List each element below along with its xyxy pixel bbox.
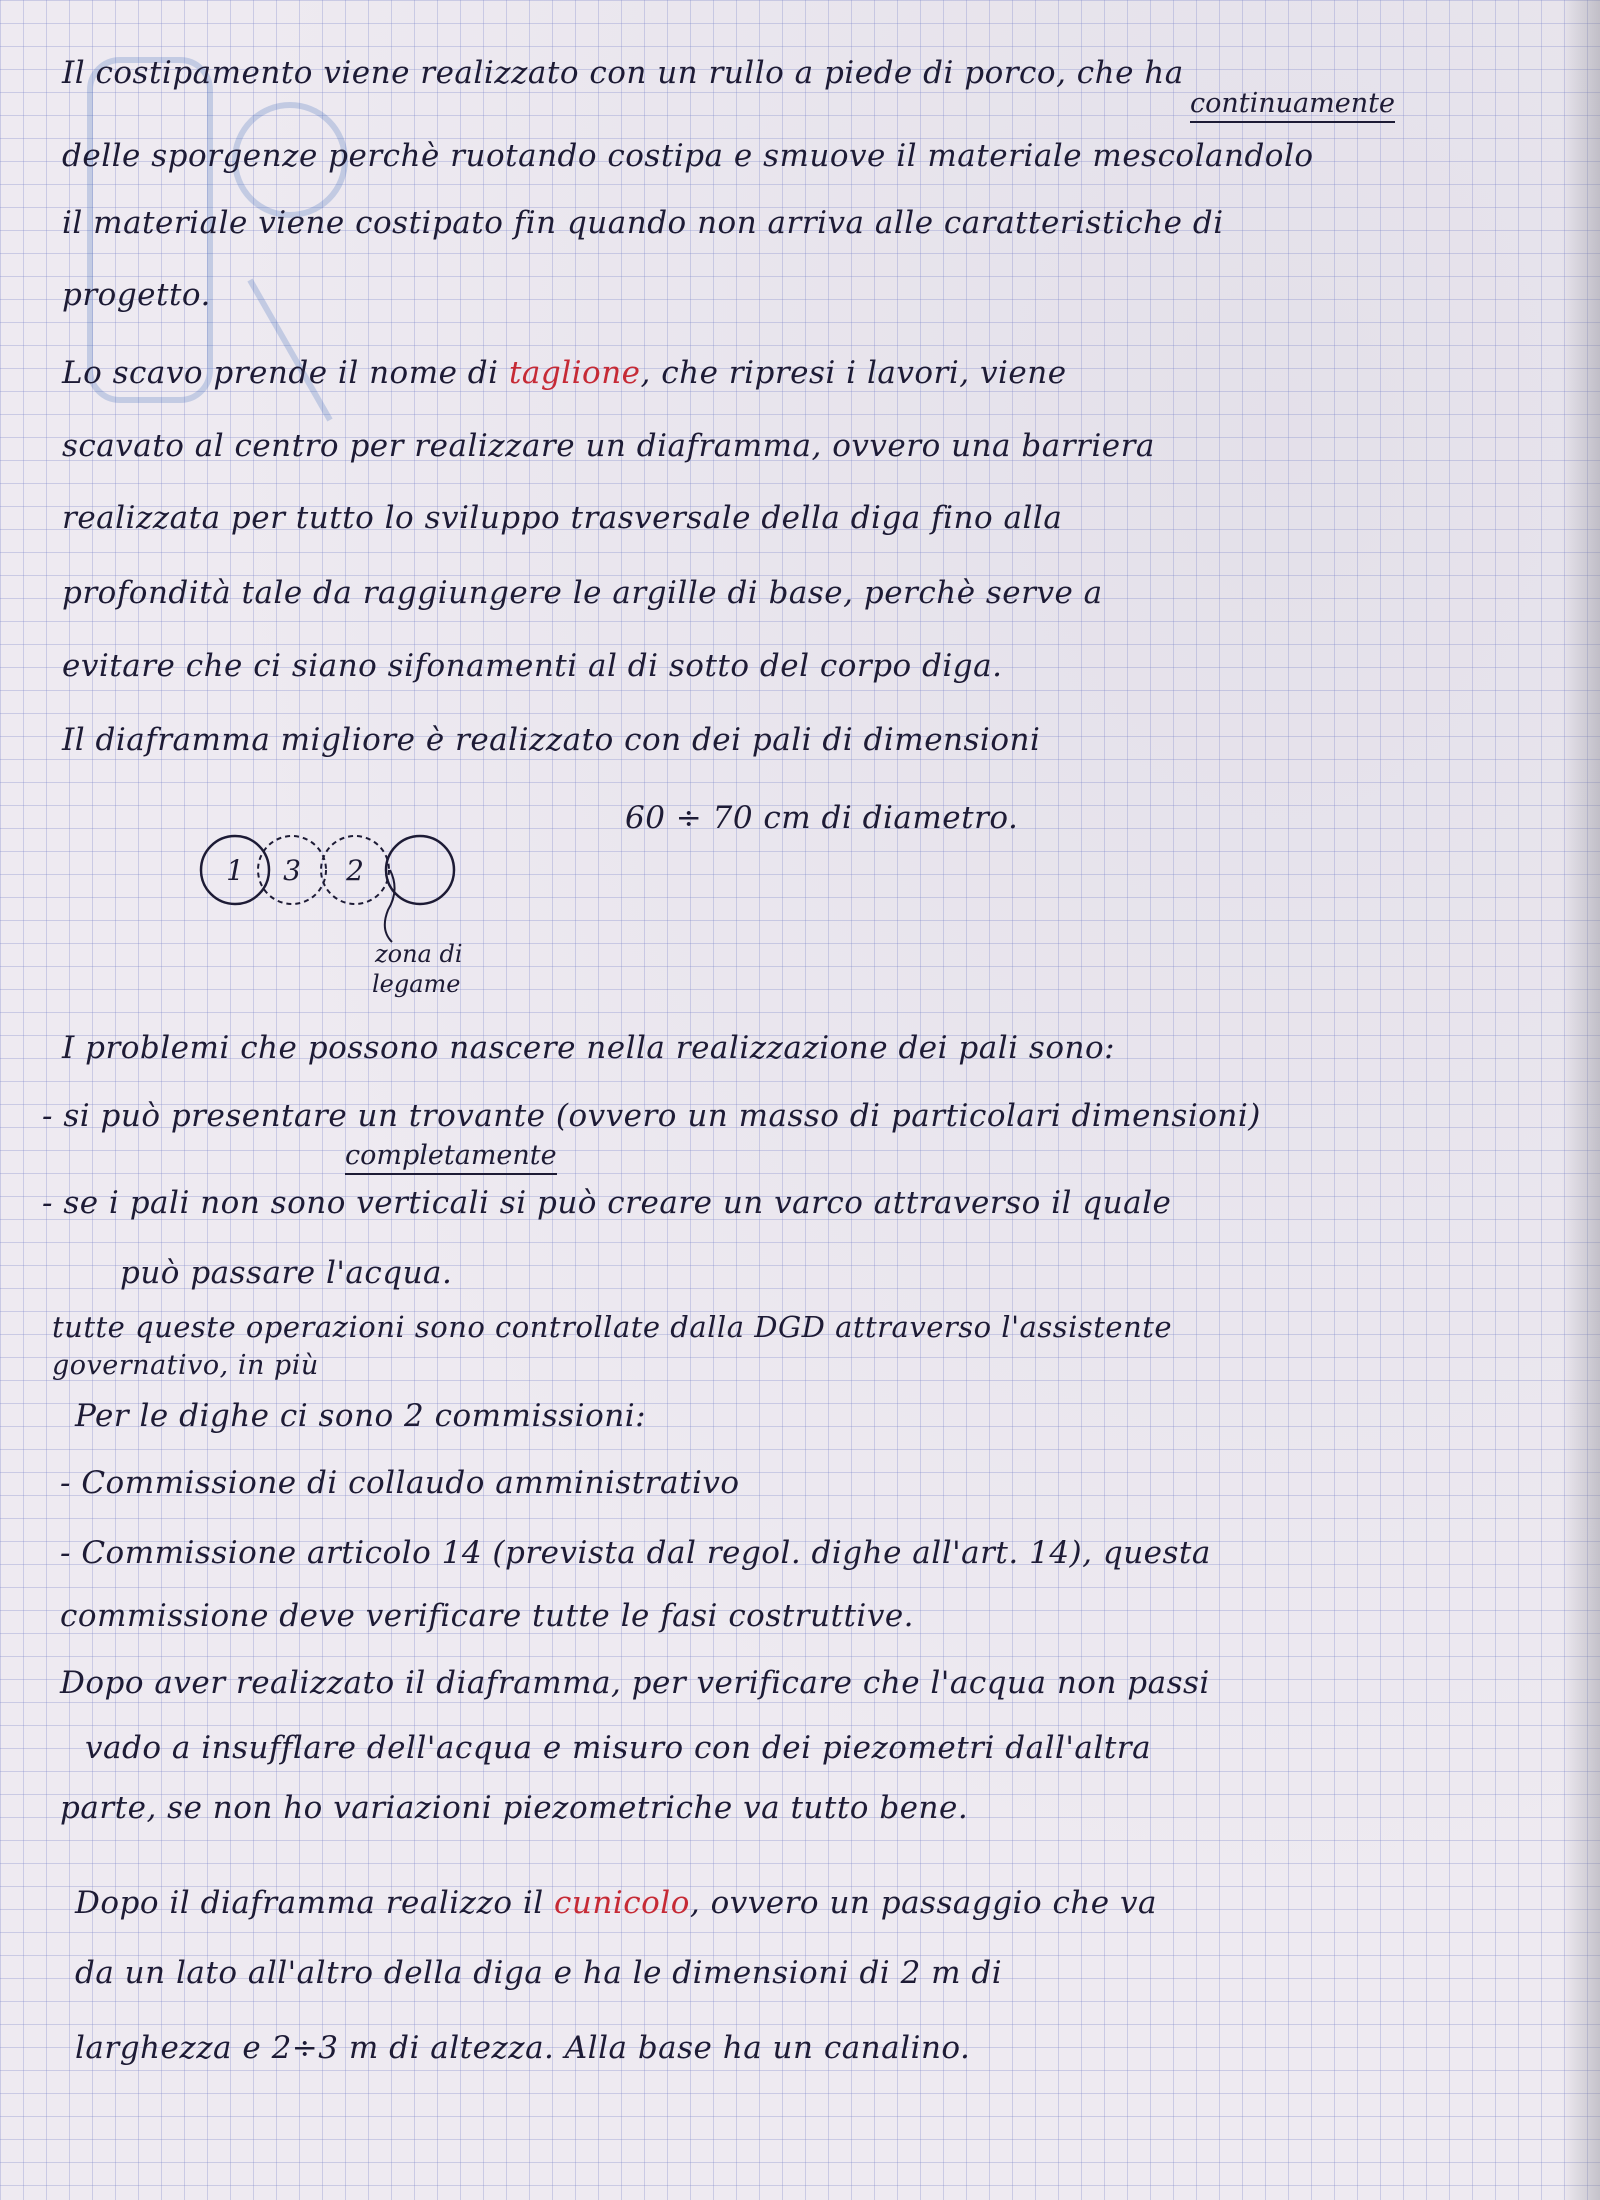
pile-label-3: 3 (283, 854, 301, 887)
note-line-23: vado a insufflare dell'acqua e misuro con dei piezometri dall'altra (85, 1730, 1152, 1766)
pile-label-2: 2 (346, 854, 364, 887)
note-line-5-end: , che ripresi i lavori, viene (640, 355, 1067, 391)
note-line-25-start: Dopo il diaframma realizzo il (75, 1885, 555, 1921)
pile-label-1: 1 (226, 854, 244, 887)
note-line-18: Per le dighe ci sono 2 commissioni: (75, 1398, 647, 1434)
note-line-14: - se i pali non sono verticali si può creare un varco attraverso il quale (42, 1185, 1172, 1221)
pile-4 (386, 836, 454, 904)
note-line-3: il materiale viene costipato fin quando non arriva alle caratteristiche di (62, 205, 1224, 241)
note-insertion-continuamente: continuamente (1190, 88, 1395, 123)
note-line-20: - Commissione articolo 14 (prevista dal regol. dighe all'art. 14), questa (60, 1535, 1211, 1571)
note-line-8: profondità tale da raggiungere le argille di base, perchè serve a (62, 575, 1103, 611)
note-line-1: Il costipamento viene realizzato con un rullo a piede di porco, che ha (62, 55, 1184, 91)
term-cunicolo: cunicolo (554, 1885, 690, 1921)
note-line-12: I problemi che possono nascere nella realizzazione dei pali sono: (62, 1030, 1116, 1066)
note-line-15: può passare l'acqua. (120, 1255, 453, 1291)
diagram-caption-2: legame (372, 970, 461, 998)
note-line-21: commissione deve verificare tutte le fasi costruttive. (60, 1598, 915, 1634)
note-line-9: evitare che ci siano sifonamenti al di sotto del corpo diga. (62, 648, 1003, 684)
note-line-7: realizzata per tutto lo sviluppo trasversale della diga fino alla (62, 500, 1063, 536)
term-taglione: taglione (508, 355, 641, 391)
note-line-25-end: , ovvero un passaggio che va (689, 1885, 1157, 1921)
note-line-22: Dopo aver realizzato il diaframma, per verificare che l'acqua non passi (60, 1665, 1210, 1701)
note-line-4: progetto. (62, 277, 211, 313)
note-line-6: scavato al centro per realizzare un diaframma, ovvero una barriera (62, 428, 1155, 464)
note-line-19: - Commissione di collaudo amministrativo (60, 1465, 740, 1501)
note-line-26: da un lato all'altro della diga e ha le dimensioni di 2 m di (75, 1955, 1003, 1991)
note-line-13: - si può presentare un trovante (ovvero un masso di particolari dimensioni) (42, 1098, 1261, 1134)
note-line-11: 60 ÷ 70 cm di diametro. (625, 800, 1019, 836)
note-insertion-completamente: completamente (345, 1140, 557, 1175)
note-line-5 (62, 355, 1067, 391)
note-line-25 (75, 1885, 1157, 1921)
note-line-24: parte, se non ho variazioni piezometriche va tutto bene. (60, 1790, 969, 1826)
note-line-17: governativo, in più (52, 1350, 319, 1381)
page-edge-shadow (1562, 0, 1600, 2200)
note-line-10: Il diaframma migliore è realizzato con dei pali di dimensioni (62, 722, 1041, 758)
note-line-16: tutte queste operazioni sono controllate dalla DGD attraverso l'assistente (52, 1310, 1173, 1344)
note-line-5-start: Lo scavo prende il nome di (62, 355, 509, 391)
note-line-27: larghezza e 2÷3 m di altezza. Alla base ha un canalino. (75, 2030, 971, 2066)
note-line-2: delle sporgenze perchè ruotando costipa e smuove il materiale mescolandolo (62, 138, 1314, 174)
diagram-caption-1: zona di (375, 940, 463, 968)
